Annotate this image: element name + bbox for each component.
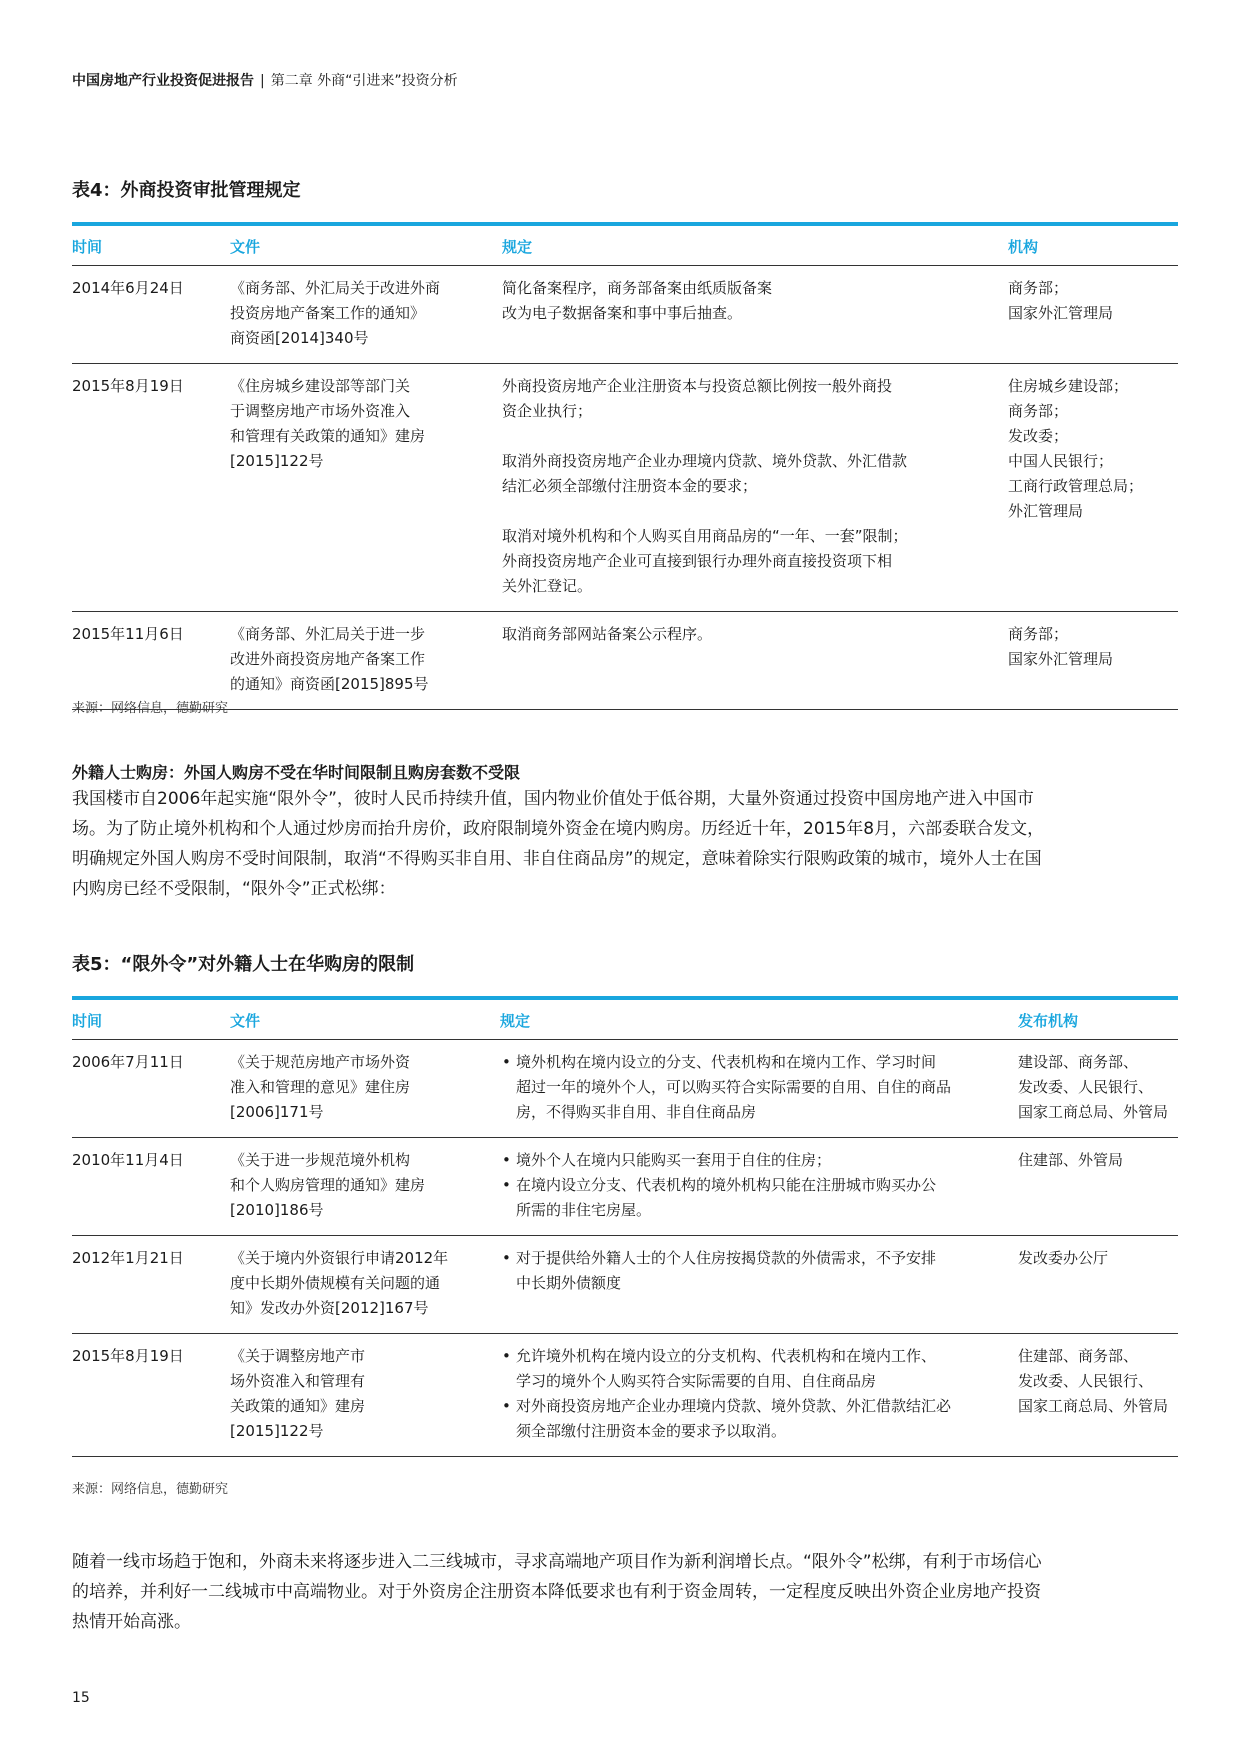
rule-line: • 允许境外机构在境内设立的分支机构、代表机构和在境内工作、: [516, 1347, 937, 1365]
column-header: 时间: [72, 1000, 230, 1040]
document-cell: [230, 1236, 500, 1334]
agency-line: 工商行政管理总局；: [1008, 477, 1144, 495]
agency-line: 中国人民银行；: [1008, 452, 1114, 470]
agency-line: 住建部、外管局: [1018, 1151, 1124, 1169]
table-row: [72, 1236, 1178, 1334]
agency-line: 国家外汇管理局: [1008, 650, 1114, 668]
rule-cell: [502, 612, 1008, 710]
document-line: 《关于进一步规范境外机构: [230, 1151, 411, 1169]
document-cell: [230, 1040, 500, 1138]
section-heading: 外籍人士购房：外国人购房不受在华时间限制且购房套数不受限: [72, 763, 521, 782]
agency-line: 商务部；: [1008, 625, 1069, 643]
table4-source: 来源：网络信息，德勤研究: [72, 701, 229, 716]
document-line: 于调整房地产市场外资准入: [230, 402, 411, 420]
section-paragraph: [72, 784, 1178, 904]
column-header: 机构: [1008, 226, 1178, 266]
date-cell: 2014年6月24日: [72, 266, 230, 364]
rule-line: 简化备案程序，商务部备案由纸质版备案: [502, 279, 773, 297]
paragraph-line: 场。为了防止境外机构和个人通过炒房而抬升房价，政府限制境外资金在境内购房。历经近十年，2015年8月，六部委联合发文，: [72, 819, 1045, 839]
rule-bullet: [516, 1394, 1010, 1444]
rule-list: [500, 1344, 1010, 1444]
agency-cell: [1018, 1040, 1178, 1138]
table-row: [72, 364, 1178, 612]
rule-line: 外商投资房地产企业注册资本与投资总额比例按一般外商投: [502, 377, 893, 395]
rule-cell: [502, 266, 1008, 364]
table4-title: 表4：外商投资审批管理规定: [72, 180, 301, 201]
table-row: [72, 266, 1178, 364]
paragraph-line: 我国楼市自2006年起实施“限外令”，彼时人民币持续升值，国内物业价值处于低谷期，大量外资通过投资中国房地产进入中国市: [72, 789, 1034, 809]
rule-line: • 对外商投资房地产企业办理境内贷款、境外贷款、外汇借款结汇必: [516, 1397, 952, 1415]
rule-list: [500, 1050, 1010, 1125]
column-header: 文件: [230, 1000, 500, 1040]
document-line: 改进外商投资房地产备案工作: [230, 650, 426, 668]
document-line: 准入和管理的意见》建住房: [230, 1078, 411, 1096]
table4: [72, 222, 1178, 710]
rule-line: • 境外机构在境内设立的分支、代表机构和在境内工作、学习时间: [516, 1053, 937, 1071]
document-cell: [230, 364, 502, 612]
column-header: 发布机构: [1018, 1000, 1178, 1040]
rule-line: • 境外个人在境内只能购买一套用于自住的住房；: [516, 1151, 832, 1169]
table-row: [72, 1040, 1178, 1138]
rule-line: 改为电子数据备案和事中事后抽查。: [502, 304, 743, 322]
rule-cell: [500, 1138, 1018, 1236]
rule-bullet: [516, 1050, 1010, 1125]
column-header: 规定: [502, 226, 1008, 266]
paragraph-line: 内购房已经不受限制，“限外令”正式松绑：: [72, 879, 396, 899]
closing-paragraph: [72, 1547, 1178, 1637]
rule-bullet: [516, 1173, 1010, 1223]
paragraph-line: 随着一线市场趋于饱和，外商未来将逐步进入二三线城市，寻求高端地产项目作为新利润增长点。“限外令”松绑，有利于市场信心: [72, 1552, 1042, 1572]
agency-cell: [1008, 364, 1178, 612]
chapter-title: 第二章 外商“引进来”投资分析: [270, 73, 458, 89]
agency-line: 国家工商总局、外管局: [1018, 1397, 1169, 1415]
page-number: 15: [72, 1690, 90, 1706]
rule-bullet: [516, 1246, 1010, 1296]
agency-cell: [1018, 1138, 1178, 1236]
agency-line: 发改委办公厅: [1018, 1249, 1109, 1267]
document-line: 和个人购房管理的通知》建房: [230, 1176, 426, 1194]
document-line: [2006]171号: [230, 1103, 324, 1121]
rule-cell: [500, 1236, 1018, 1334]
document-line: [2015]122号: [230, 1422, 324, 1440]
column-header: 时间: [72, 226, 230, 266]
paragraph-line: 明确规定外国人购房不受时间限制，取消“不得购买非自用、非自住商品房”的规定，意味着除实行限购政策的城市，境外人士在国: [72, 849, 1042, 869]
agency-cell: [1018, 1334, 1178, 1457]
date-cell: 2015年8月19日: [72, 364, 230, 612]
table5-source: 来源：网络信息，德勤研究: [72, 1482, 229, 1497]
document-line: 商资函[2014]340号: [230, 329, 369, 347]
agency-line: 商务部；: [1008, 402, 1069, 420]
column-header: 文件: [230, 226, 502, 266]
document-line: 《关于规范房地产市场外资: [230, 1053, 411, 1071]
rule-line: 所需的非住宅房屋。: [516, 1201, 652, 1219]
document-line: 度中长期外债规模有关问题的通: [230, 1274, 441, 1292]
date-cell: 2015年8月19日: [72, 1334, 230, 1457]
rule-line: 取消商务部网站备案公示程序。: [502, 625, 713, 643]
document-line: 《住房城乡建设部等部门关: [230, 377, 411, 395]
agency-line: 发改委、人民银行、: [1018, 1372, 1154, 1390]
date-cell: 2015年11月6日: [72, 612, 230, 710]
paragraph-gap: [502, 424, 1000, 449]
document-line: 投资房地产备案工作的通知》: [230, 304, 426, 322]
agency-line: 发改委、人民银行、: [1018, 1078, 1154, 1096]
date-cell: 2012年1月21日: [72, 1236, 230, 1334]
document-line: 《商务部、外汇局关于进一步: [230, 625, 426, 643]
table4-grid: [72, 226, 1178, 710]
agency-line: 建设部、商务部、: [1018, 1053, 1139, 1071]
rule-line: 中长期外债额度: [516, 1274, 622, 1292]
table5-title: 表5：“限外令”对外籍人士在华购房的限制: [72, 954, 415, 975]
agency-line: 商务部；: [1008, 279, 1069, 297]
rule-line: 外商投资房地产企业可直接到银行办理外商直接投资项下相: [502, 552, 893, 570]
rule-line: 须全部缴付注册资本金的要求予以取消。: [516, 1422, 787, 1440]
document-cell: [230, 612, 502, 710]
table-row: [72, 612, 1178, 710]
table5-header-row: [72, 1000, 1178, 1040]
table-row: [72, 1334, 1178, 1457]
rule-line: 取消对境外机构和个人购买自用商品房的“一年、一套”限制；: [502, 527, 908, 545]
agency-line: 国家工商总局、外管局: [1018, 1103, 1169, 1121]
header-separator: |: [260, 73, 265, 89]
agency-line: 住房城乡建设部；: [1008, 377, 1129, 395]
paragraph-gap: [502, 499, 1000, 524]
rule-bullet: [516, 1148, 1010, 1173]
rule-cell: [502, 364, 1008, 612]
table4-header-row: [72, 226, 1178, 266]
agency-cell: [1008, 266, 1178, 364]
document-line: 《关于境内外资银行申请2012年: [230, 1249, 449, 1267]
rule-bullet: [516, 1344, 1010, 1394]
rule-list: [500, 1246, 1010, 1296]
agency-line: 发改委；: [1008, 427, 1069, 445]
document-line: 的通知》商资函[2015]895号: [230, 675, 429, 693]
document-cell: [230, 1138, 500, 1236]
document-cell: [230, 1334, 500, 1457]
rule-line: 学习的境外个人购买符合实际需要的自用、自住商品房: [516, 1372, 877, 1390]
document-line: 场外资准入和管理有: [230, 1372, 366, 1390]
column-header: 规定: [500, 1000, 1018, 1040]
rule-line: 取消外商投资房地产企业办理境内贷款、境外贷款、外汇借款: [502, 452, 908, 470]
document-line: 关政策的通知》建房: [230, 1397, 366, 1415]
table4-header: [72, 226, 1178, 266]
rule-line: • 在境内设立分支、代表机构的境外机构只能在注册城市购买办公: [516, 1176, 937, 1194]
rule-line: 关外汇登记。: [502, 577, 593, 595]
table5-header: [72, 1000, 1178, 1040]
report-title: 中国房地产行业投资促进报告: [72, 73, 254, 89]
document-line: 和管理有关政策的通知》建房: [230, 427, 426, 445]
table-row: [72, 1138, 1178, 1236]
document-line: 知》发改办外资[2012]167号: [230, 1299, 429, 1317]
paragraph-line: 的培养，并利好一二线城市中高端物业。对于外资房企注册资本降低要求也有利于资金周转，一定程度反映出外资企业房地产投资: [72, 1582, 1041, 1602]
agency-cell: [1018, 1236, 1178, 1334]
rule-line: 资企业执行；: [502, 402, 593, 420]
agency-line: 国家外汇管理局: [1008, 304, 1114, 322]
document-cell: [230, 266, 502, 364]
document-line: [2010]186号: [230, 1201, 324, 1219]
agency-cell: [1008, 612, 1178, 710]
rule-cell: [500, 1334, 1018, 1457]
document-line: 《商务部、外汇局关于改进外商: [230, 279, 441, 297]
rule-cell: [500, 1040, 1018, 1138]
rule-line: • 对于提供给外籍人士的个人住房按揭贷款的外债需求，不予安排: [516, 1249, 937, 1267]
date-cell: 2010年11月4日: [72, 1138, 230, 1236]
agency-line: 外汇管理局: [1008, 502, 1084, 520]
table5-grid: [72, 1000, 1178, 1457]
rule-line: 结汇必须全部缴付注册资本金的要求；: [502, 477, 758, 495]
rule-line: 超过一年的境外个人，可以购买符合实际需要的自用、自住的商品: [516, 1078, 952, 1096]
date-cell: 2006年7月11日: [72, 1040, 230, 1138]
document-line: 《关于调整房地产市: [230, 1347, 366, 1365]
running-header: [72, 70, 458, 90]
document-line: [2015]122号: [230, 452, 324, 470]
rule-line: 房，不得购买非自用、非自住商品房: [516, 1103, 757, 1121]
paragraph-line: 热情开始高涨。: [72, 1612, 191, 1632]
rule-list: [500, 1148, 1010, 1223]
agency-line: 住建部、商务部、: [1018, 1347, 1139, 1365]
table5: [72, 996, 1178, 1457]
